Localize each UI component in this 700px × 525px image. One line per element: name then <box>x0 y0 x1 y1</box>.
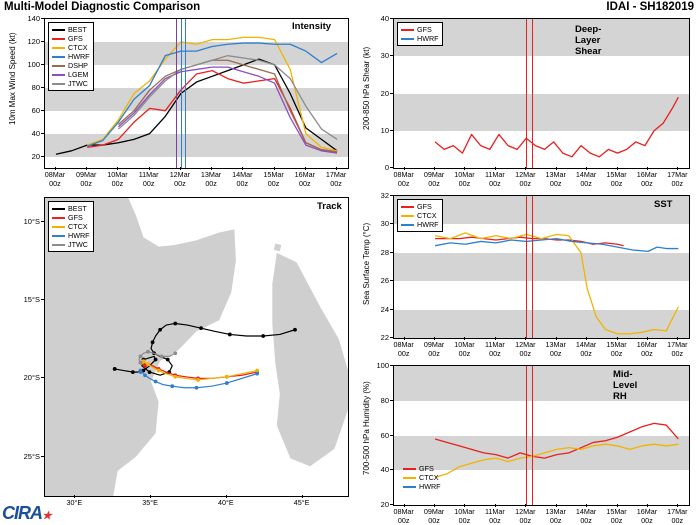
x-tick-label: 17Mar 00z <box>325 170 347 188</box>
page-title: Multi-Model Diagnostic Comparison <box>4 1 201 13</box>
x-tick-label: 14Mar 00z <box>575 507 597 525</box>
y-tick-mark <box>390 167 393 168</box>
y-tick-label: 25°S <box>23 451 40 461</box>
y-tick-mark <box>41 41 44 42</box>
legend-swatch-icon <box>403 468 416 470</box>
legend-item-dshp <box>52 61 90 70</box>
x-tick-mark <box>404 504 405 507</box>
y-tick-label: 100 <box>27 59 40 69</box>
x-tick-label: 12Mar 00z <box>515 507 536 525</box>
x-tick-mark <box>305 167 306 170</box>
x-tick-mark <box>74 495 75 498</box>
legend-swatch-icon <box>52 65 65 67</box>
legend-label: HWRF <box>419 482 441 491</box>
x-tick-label: 16Mar 00z <box>294 170 316 188</box>
legend-item-gfs <box>52 34 90 43</box>
legend-swatch-icon <box>52 217 65 219</box>
x-tick-mark <box>586 504 587 507</box>
analysis-time-line <box>185 19 186 168</box>
analysis-time-line <box>532 196 533 338</box>
legend-swatch-icon <box>52 226 65 228</box>
x-tick-mark <box>180 167 181 170</box>
rh-title: Mid-Level RH <box>613 369 638 402</box>
x-tick-mark <box>495 337 496 340</box>
y-tick-label: 10°S <box>23 216 40 226</box>
y-tick-label: 140 <box>27 14 40 23</box>
track-title: Track <box>317 201 342 212</box>
x-tick-label: 13Mar 00z <box>200 170 222 188</box>
legend-item-track-jtwc <box>52 240 90 249</box>
x-tick-mark <box>86 167 87 170</box>
x-tick-label: 15Mar 00z <box>263 170 284 188</box>
x-tick-mark <box>556 337 557 340</box>
x-tick-mark <box>677 504 678 507</box>
y-tick-label: 20 <box>31 151 40 161</box>
intensity-title: Intensity <box>292 21 332 32</box>
x-tick-mark <box>677 167 678 170</box>
legend-swatch-icon <box>52 235 65 237</box>
x-tick-label: 16Mar 00z <box>636 170 658 188</box>
analysis-time-line <box>526 196 527 338</box>
sst-title: SST <box>654 199 673 210</box>
legend-label: HWRF <box>68 231 90 240</box>
x-tick-label: 11Mar 00z <box>484 170 505 188</box>
x-tick-label: 45°E <box>293 498 310 507</box>
x-tick-mark <box>556 167 557 170</box>
x-tick-mark <box>677 337 678 340</box>
x-tick-label: 09Mar 00z <box>423 507 445 525</box>
x-tick-mark <box>586 337 587 340</box>
x-tick-label: 16Mar 00z <box>636 340 658 358</box>
x-tick-label: 14Mar 00z <box>575 170 597 188</box>
legend-swatch-icon <box>401 224 414 226</box>
y-tick-mark <box>390 504 393 505</box>
shear-ylabel: 200-850 hPa Shear (kt) <box>362 46 371 130</box>
y-tick-label: 80 <box>31 82 40 92</box>
analysis-time-line <box>532 366 533 505</box>
logo-text: CIRA <box>2 503 42 523</box>
legend-swatch-icon <box>52 244 65 246</box>
x-tick-label: 17Mar 00z <box>667 507 688 525</box>
legend-item-hwrf <box>403 482 441 491</box>
analysis-time-line <box>181 19 182 168</box>
legend-swatch-icon <box>401 206 414 208</box>
y-tick-label: 30 <box>380 51 389 61</box>
x-tick-label: 13Mar 00z <box>545 170 566 188</box>
legend-swatch-icon <box>52 47 65 49</box>
x-tick-mark <box>434 504 435 507</box>
legend-item-gfs <box>403 464 441 473</box>
x-tick-label: 13Mar 00z <box>545 340 566 358</box>
legend-label: GFS <box>417 202 432 211</box>
y-tick-label: 26 <box>380 276 389 286</box>
x-tick-label: 15Mar 00z <box>606 340 627 358</box>
y-tick-mark <box>41 156 44 157</box>
x-tick-label: 16Mar 00z <box>636 507 658 525</box>
legend-item-track-ctcx <box>52 222 90 231</box>
x-tick-label: 10Mar 00z <box>454 170 475 188</box>
legend-item-ctcx <box>52 43 90 52</box>
x-tick-label: 09Mar 00z <box>423 340 445 358</box>
rh-ylabel: 700-500 hPa Humidity (%) <box>362 381 371 475</box>
x-tick-label: 12Mar 00z <box>515 340 536 358</box>
x-tick-mark <box>647 337 648 340</box>
y-tick-mark <box>41 64 44 65</box>
x-tick-mark <box>434 167 435 170</box>
x-tick-mark <box>404 167 405 170</box>
rh-legend <box>400 462 444 493</box>
y-tick-mark <box>390 18 393 19</box>
x-tick-mark <box>434 337 435 340</box>
x-tick-label: 40°E <box>217 498 234 507</box>
legend-item-gfs <box>401 202 439 211</box>
y-tick-mark <box>41 299 44 300</box>
x-tick-label: 11Mar 00z <box>484 507 505 525</box>
x-tick-label: 17Mar 00z <box>667 170 688 188</box>
track-legend <box>48 201 94 252</box>
legend-swatch-icon <box>401 29 414 31</box>
y-tick-mark <box>390 223 393 224</box>
x-tick-mark <box>647 167 648 170</box>
analysis-time-line <box>176 19 177 168</box>
sst-legend <box>397 199 443 232</box>
x-tick-mark <box>525 167 526 170</box>
y-tick-label: 100 <box>376 361 389 370</box>
intensity-ylabel: 10m Max Wind Speed (kt) <box>8 32 17 125</box>
legend-swatch-icon <box>52 83 65 85</box>
legend-swatch-icon <box>52 74 65 76</box>
legend-label: BEST <box>68 25 87 34</box>
analysis-time-line <box>526 366 527 505</box>
x-tick-label: 17Mar 00z <box>667 340 688 358</box>
analysis-time-line <box>526 19 527 168</box>
y-tick-mark <box>390 195 393 196</box>
legend-label: CTCX <box>419 473 439 482</box>
x-tick-mark <box>226 495 227 498</box>
x-tick-label: 10Mar 00z <box>454 340 475 358</box>
y-tick-label: 15°S <box>23 294 40 304</box>
x-tick-mark <box>647 504 648 507</box>
x-tick-mark <box>556 504 557 507</box>
legend-item-ctcx <box>403 473 441 482</box>
x-tick-label: 10Mar 00z <box>107 170 128 188</box>
y-tick-mark <box>390 400 393 401</box>
x-tick-label: 08Mar 00z <box>393 340 414 358</box>
x-tick-label: 35°E <box>142 498 158 507</box>
x-tick-mark <box>525 337 526 340</box>
shear-legend <box>397 22 443 46</box>
x-tick-mark <box>617 337 618 340</box>
legend-label: DSHP <box>68 61 88 70</box>
x-tick-mark <box>464 504 465 507</box>
x-tick-label: 12Mar 00z <box>169 170 191 188</box>
y-tick-label: 0 <box>384 163 389 172</box>
legend-label: CTCX <box>68 222 88 231</box>
x-tick-label: 09Mar 00z <box>75 170 97 188</box>
y-tick-label: 40 <box>380 465 389 475</box>
legend-swatch-icon <box>52 56 65 58</box>
legend-item-track-gfs <box>52 213 90 222</box>
y-tick-mark <box>41 377 44 378</box>
legend-item-track-hwrf <box>52 231 90 240</box>
x-tick-mark <box>617 167 618 170</box>
x-tick-label: 30°E <box>66 498 83 507</box>
legend-swatch-icon <box>401 38 414 40</box>
y-tick-label: 10 <box>380 125 389 135</box>
y-tick-label: 20 <box>380 500 389 509</box>
x-tick-label: 11Mar 00z <box>484 340 505 358</box>
y-tick-mark <box>41 221 44 222</box>
x-tick-label: 08Mar 00z <box>393 507 414 525</box>
y-tick-label: 28 <box>380 247 389 257</box>
y-tick-mark <box>41 18 44 19</box>
y-tick-label: 40 <box>31 128 40 138</box>
legend-label: LGEM <box>68 70 89 79</box>
x-tick-label: 15Mar 00z <box>606 507 627 525</box>
storm-id: IDAI - SH182019 <box>606 1 694 13</box>
legend-label: GFS <box>417 25 432 34</box>
x-tick-mark <box>495 167 496 170</box>
legend-label: BEST <box>68 204 87 213</box>
y-tick-label: 22 <box>380 333 389 342</box>
logo-star: ★ <box>42 510 51 522</box>
y-tick-mark <box>390 280 393 281</box>
x-tick-label: 12Mar 00z <box>515 170 536 188</box>
x-tick-mark <box>55 167 56 170</box>
y-tick-mark <box>390 55 393 56</box>
x-tick-mark <box>336 167 337 170</box>
legend-label: HWRF <box>68 52 90 61</box>
legend-label: JTWC <box>68 240 88 249</box>
legend-swatch-icon <box>52 208 65 210</box>
y-tick-mark <box>41 456 44 457</box>
x-tick-label: 14Mar 00z <box>232 170 253 188</box>
y-tick-mark <box>41 133 44 134</box>
x-tick-label: 11Mar 00z <box>138 170 159 188</box>
y-tick-label: 60 <box>31 105 40 115</box>
x-tick-label: 14Mar 00z <box>575 340 597 358</box>
y-tick-mark <box>41 110 44 111</box>
legend-label: GFS <box>419 464 434 473</box>
y-tick-label: 60 <box>380 430 389 440</box>
y-tick-label: 30 <box>380 219 389 229</box>
x-tick-label: 15Mar 00z <box>606 170 627 188</box>
y-tick-mark <box>41 87 44 88</box>
x-tick-mark <box>149 167 150 170</box>
legend-label: JTWC <box>68 79 88 88</box>
y-tick-mark <box>390 309 393 310</box>
y-tick-label: 24 <box>380 304 389 314</box>
y-tick-mark <box>390 130 393 131</box>
legend-item-gfs <box>401 25 439 34</box>
y-tick-label: 20 <box>380 88 389 98</box>
legend-item-lgem <box>52 70 90 79</box>
legend-label: CTCX <box>68 43 88 52</box>
legend-label: CTCX <box>417 211 437 220</box>
analysis-time-line <box>532 19 533 168</box>
x-tick-label: 08Mar 00z <box>44 170 66 188</box>
y-tick-label: 40 <box>380 14 389 23</box>
legend-item-hwrf <box>401 34 439 43</box>
legend-item-ctcx <box>401 211 439 220</box>
legend-item-jtwc <box>52 79 90 88</box>
legend-swatch-icon <box>401 215 414 217</box>
legend-swatch-icon <box>403 477 416 479</box>
legend-label: GFS <box>68 213 83 222</box>
x-tick-mark <box>495 504 496 507</box>
x-tick-mark <box>274 167 275 170</box>
legend-item-best <box>52 25 90 34</box>
x-tick-label: 13Mar 00z <box>545 507 566 525</box>
shear-title: Deep-Layer Shear <box>575 24 602 57</box>
y-tick-label: 32 <box>380 191 389 200</box>
y-tick-mark <box>390 435 393 436</box>
x-tick-mark <box>464 337 465 340</box>
legend-label: HWRF <box>417 220 439 229</box>
header <box>0 0 700 16</box>
legend-item-hwrf <box>52 52 90 61</box>
x-tick-label: 08Mar 00z <box>393 170 414 188</box>
x-tick-mark <box>302 495 303 498</box>
cira-logo <box>2 503 51 524</box>
x-tick-mark <box>117 167 118 170</box>
x-tick-mark <box>586 167 587 170</box>
x-tick-mark <box>211 167 212 170</box>
x-tick-mark <box>242 167 243 170</box>
y-tick-mark <box>390 337 393 338</box>
x-tick-mark <box>404 337 405 340</box>
y-tick-label: 80 <box>380 395 389 405</box>
legend-label: GFS <box>68 34 83 43</box>
y-tick-mark <box>390 252 393 253</box>
legend-label: HWRF <box>417 34 439 43</box>
y-tick-label: 120 <box>27 36 40 46</box>
x-tick-mark <box>464 167 465 170</box>
legend-swatch-icon <box>52 38 65 40</box>
intensity-legend <box>48 22 94 91</box>
y-tick-label: 20°S <box>23 373 40 383</box>
legend-swatch-icon <box>403 486 416 488</box>
y-tick-mark <box>390 469 393 470</box>
x-tick-mark <box>617 504 618 507</box>
legend-item-hwrf <box>401 220 439 229</box>
y-tick-mark <box>390 365 393 366</box>
x-tick-label: 10Mar 00z <box>454 507 475 525</box>
x-tick-mark <box>525 504 526 507</box>
legend-item-track-best <box>52 204 90 213</box>
x-tick-label: 09Mar 00z <box>423 170 445 188</box>
sst-ylabel: Sea Surface Temp (°C) <box>362 222 371 305</box>
x-tick-mark <box>150 495 151 498</box>
y-tick-mark <box>390 93 393 94</box>
legend-swatch-icon <box>52 29 65 31</box>
